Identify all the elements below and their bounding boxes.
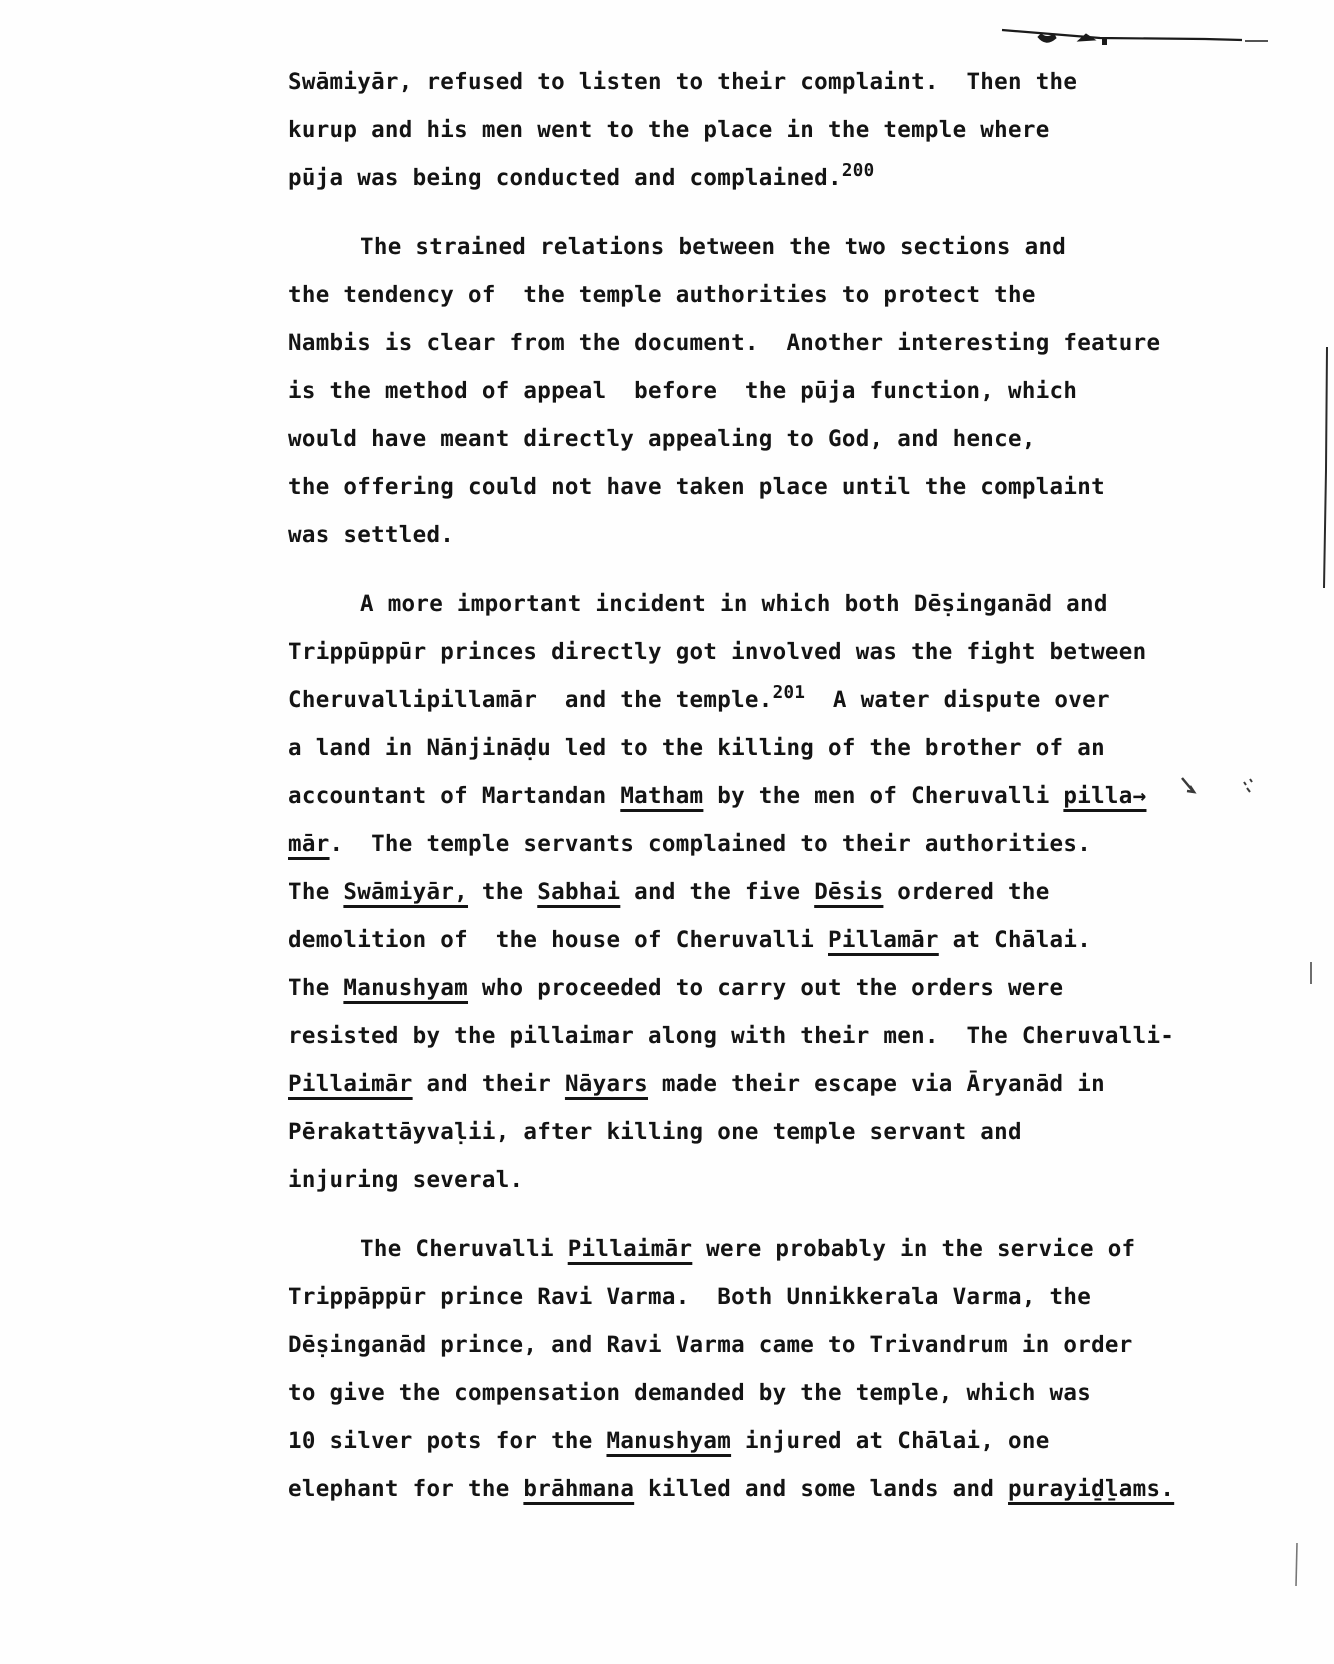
text-line — [288, 463, 1278, 511]
text-line — [288, 1465, 1278, 1513]
text-line — [288, 415, 1278, 463]
text-segment: resisted by the pillaimar along with their men. The Cheruvalli- — [288, 1023, 1175, 1049]
right-margin-line-artifact — [1324, 347, 1327, 588]
text-segment: killed and some lands and — [634, 1476, 1009, 1502]
text-segment: Nāyars — [564, 1071, 649, 1097]
text-segment: injured at Chālai, one — [731, 1428, 1050, 1454]
text-segment: who proceeded to carry out the orders were — [468, 975, 1064, 1001]
text-segment: ordered the — [883, 879, 1050, 905]
text-line — [288, 1321, 1278, 1369]
text-segment: Pillaimār — [567, 1236, 693, 1262]
text-line — [288, 367, 1278, 415]
text-line — [288, 1060, 1278, 1108]
text-segment: and the five — [620, 879, 815, 905]
text-segment: Manushyam — [343, 975, 469, 1001]
text-segment: made their escape via Āryanād in — [648, 1071, 1105, 1097]
text-line — [288, 511, 1278, 559]
text-segment: 10 silver pots for the — [288, 1428, 607, 1454]
text-line — [288, 868, 1278, 916]
text-segment: at Chālai. — [938, 927, 1092, 953]
text-segment: the — [468, 879, 538, 905]
text-line — [288, 58, 1278, 106]
text-line — [288, 580, 1278, 628]
text-segment: was settled. — [288, 522, 455, 548]
text-line — [288, 1108, 1278, 1156]
text-line — [288, 628, 1278, 676]
text-segment: Pillaimār — [288, 1071, 413, 1097]
bottom-right-line-artifact — [1296, 1543, 1297, 1586]
text-segment: and their — [412, 1071, 565, 1097]
text-line — [288, 676, 1278, 724]
text-segment: Dēṣinganād prince, and Ravi Varma came to Trivandrum in order — [288, 1332, 1133, 1358]
text-segment: Manushyam — [606, 1428, 732, 1454]
text-line — [288, 916, 1278, 964]
text-segment: brāhmana — [523, 1476, 635, 1502]
text-segment: would have meant directly appealing to God, and hence, — [288, 426, 1036, 452]
text-segment: . The temple servants complained to their authorities. — [329, 831, 1092, 857]
text-segment: purayiḏḻams. — [1008, 1476, 1175, 1502]
text-segment: Sabhai — [537, 879, 621, 905]
text-line — [288, 1012, 1278, 1060]
text-segment: accountant of Martandan — [288, 783, 621, 809]
strikethrough-artifact — [1002, 30, 1268, 45]
text-segment: Pillamār — [828, 927, 939, 953]
text-line — [288, 154, 1278, 202]
paragraph — [288, 223, 1278, 559]
text-segment: is the method of appeal before the pūja function, which — [288, 378, 1078, 404]
text-segment: The strained relations between the two sections and — [360, 234, 1067, 260]
text-segment: A more important incident in which both Dēṣinganād and — [360, 591, 1108, 617]
text-segment: A water dispute over — [805, 687, 1110, 713]
text-segment: Trippūppūr princes directly got involved was the fight between — [288, 639, 1147, 665]
footnote-ref: 201 — [772, 683, 806, 703]
text-line — [288, 1225, 1278, 1273]
text-segment: Swāmiyār, — [343, 879, 469, 905]
text-segment: Trippāppūr prince Ravi Varma. Both Unnikkerala Varma, the — [288, 1284, 1092, 1310]
text-segment: a land in Nānjināḍu led to the killing of the brother of an — [288, 735, 1105, 761]
text-line — [288, 1156, 1278, 1204]
text-segment: Matham — [620, 783, 704, 809]
paragraph — [288, 580, 1278, 1204]
text-line — [288, 820, 1278, 868]
text-line — [288, 271, 1278, 319]
text-segment: Dēsis — [814, 879, 884, 905]
text-line — [288, 1273, 1278, 1321]
text-segment: The — [288, 975, 344, 1001]
text-segment: The Cheruvalli — [360, 1236, 568, 1262]
text-line — [288, 724, 1278, 772]
text-line — [288, 223, 1278, 271]
text-segment: demolition of the house of Cheruvalli — [288, 927, 828, 953]
text-line — [288, 772, 1278, 820]
footnote-ref: 200 — [841, 161, 875, 181]
text-line — [288, 1417, 1278, 1465]
text-segment: mār — [288, 831, 330, 857]
text-segment: to give the compensation demanded by the temple, which was — [288, 1380, 1092, 1406]
text-segment: Cheruvallipillamār and the temple. — [288, 687, 773, 713]
text-segment: Pērakattāyvaḷii, after killing one temple servant and — [288, 1119, 1022, 1145]
text-segment: kurup and his men went to the place in the temple where — [288, 117, 1050, 143]
text-line — [288, 1369, 1278, 1417]
text-segment: pilla→ — [1063, 783, 1147, 809]
document-body — [288, 58, 1278, 1513]
text-segment: injuring several. — [288, 1167, 524, 1193]
text-segment: The — [288, 879, 344, 905]
text-line — [288, 106, 1278, 154]
text-line — [288, 964, 1278, 1012]
text-line — [288, 319, 1278, 367]
text-segment: the tendency of the temple authorities to protect the — [288, 282, 1036, 308]
text-segment: the offering could not have taken place until the complaint — [288, 474, 1105, 500]
paragraph — [288, 58, 1278, 202]
text-segment: Nambis is clear from the document. Another interesting feature — [288, 330, 1161, 356]
paragraph — [288, 1225, 1278, 1513]
text-segment: elephant for the — [288, 1476, 524, 1502]
text-segment: pūja was being conducted and complained. — [288, 165, 842, 191]
text-segment: were probably in the service of — [692, 1236, 1136, 1262]
text-segment: Swāmiyār, refused to listen to their complaint. Then the — [288, 69, 1078, 95]
text-segment: by the men of Cheruvalli — [703, 783, 1064, 809]
